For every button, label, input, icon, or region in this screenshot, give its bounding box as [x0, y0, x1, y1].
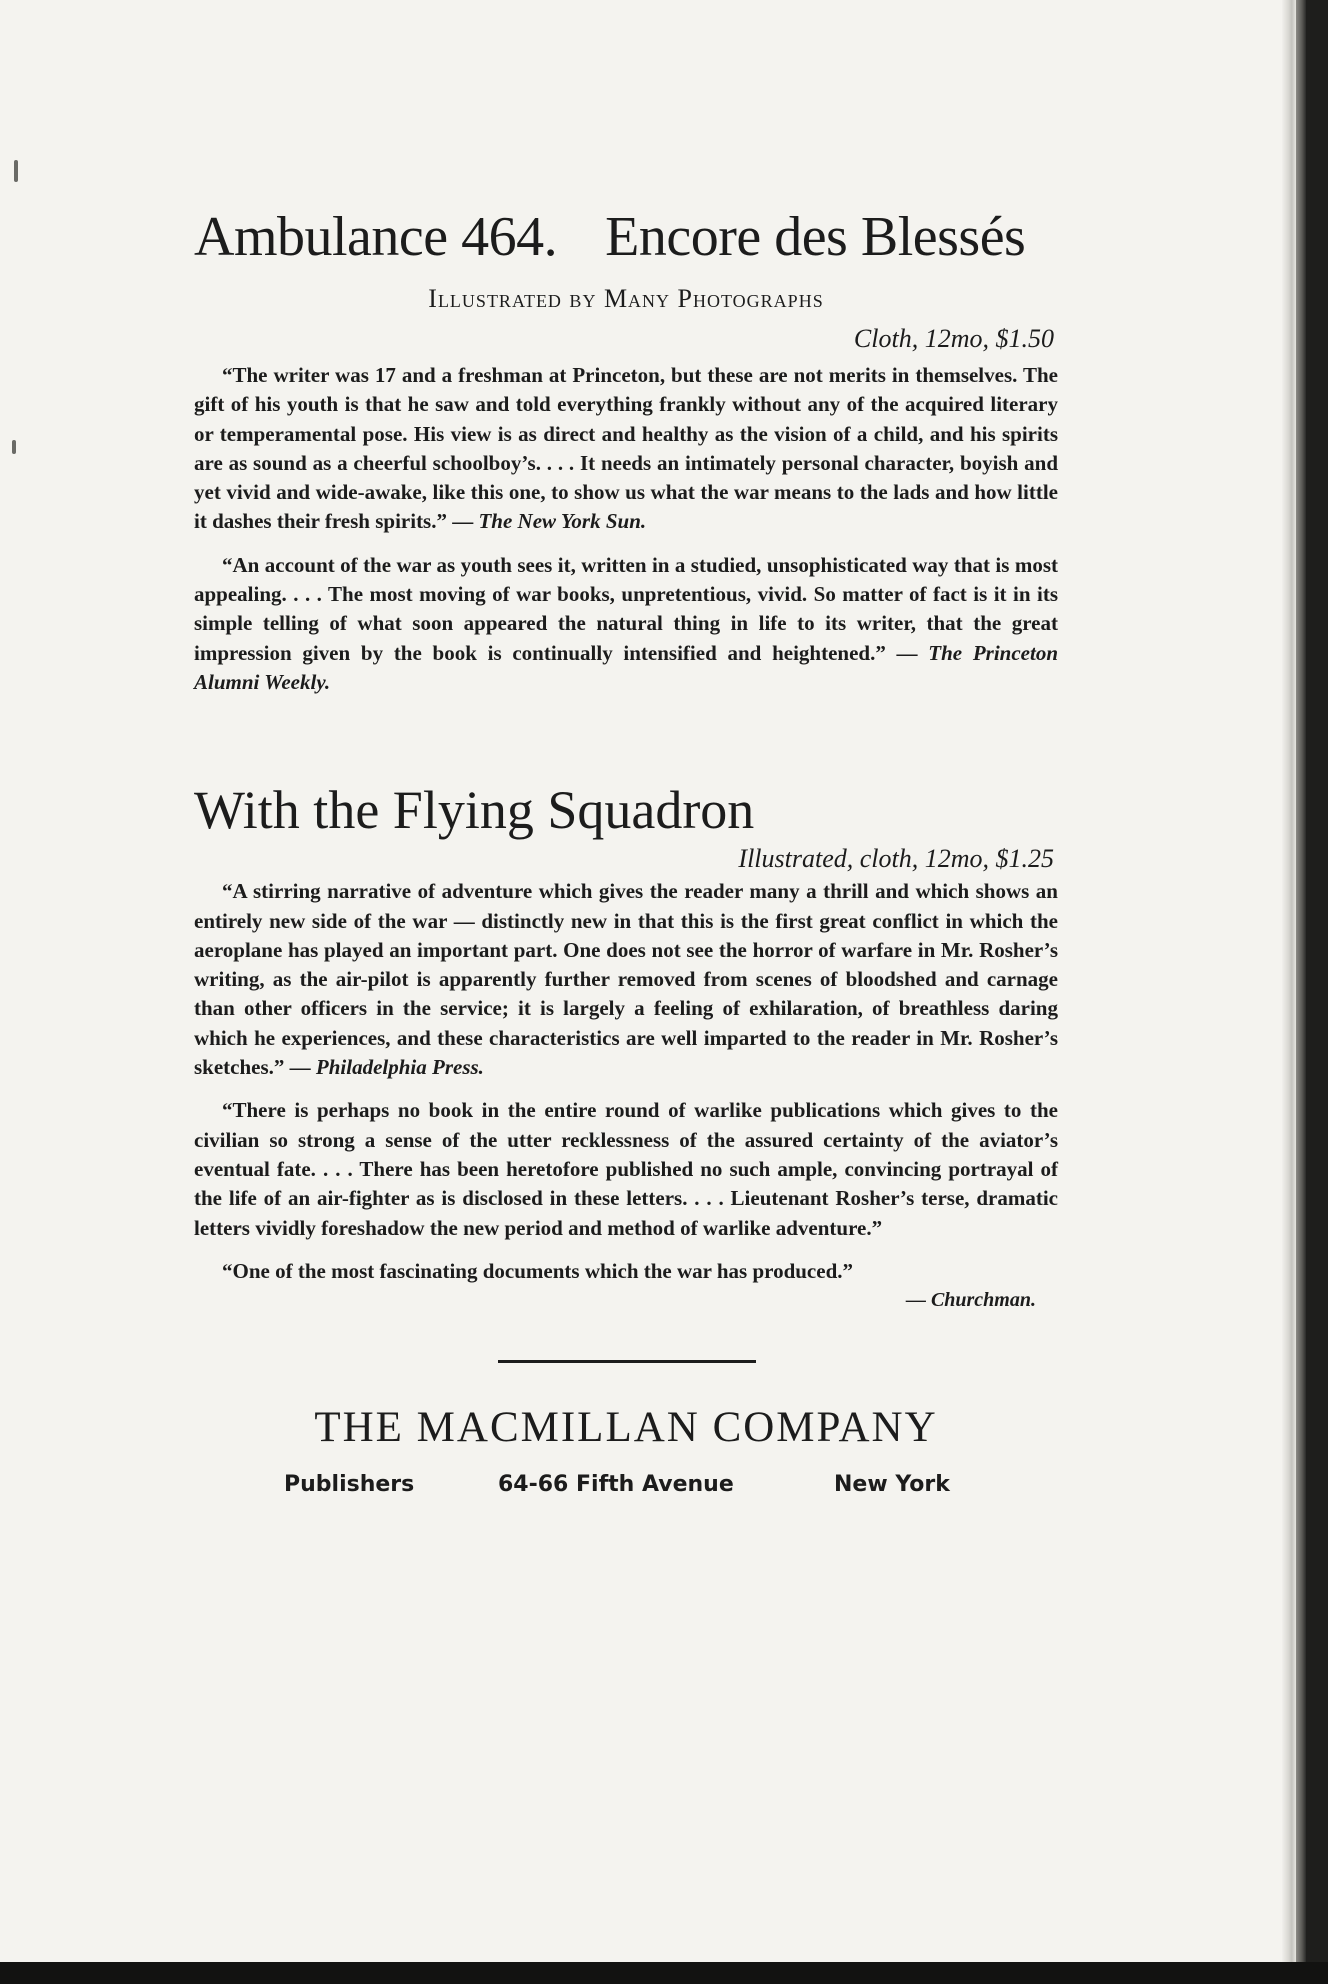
review-quote — [194, 877, 1058, 1082]
publisher-address: 64-66 Fifth Avenue — [498, 1472, 734, 1498]
book-price: Illustrated, cloth, 12mo, $1.25 — [738, 844, 1054, 874]
page-binding-edge — [1296, 0, 1306, 1962]
review-attribution: The Princeton Alumni Weekly. — [194, 640, 1059, 694]
book-title: With the Flying Squadron — [194, 780, 755, 841]
book-title-main: Ambulance 464. — [194, 206, 558, 268]
review-text: “The writer was 17 and a freshman at Princeton, but these are not merits in themselves. The gift of his youth is that he saw and told everything frankly without any of the acquired literary or temperamental pose. His view is as direct and healthy as the vision of a child, and his spirits are as sound as a cheerful schoolboy’s. . . . It needs an intimately personal character, boyish and yet vivid and wide-awake, like this one, to show us what the war means to the lads and how little it dashes their fresh spirits.” — — [194, 363, 1058, 534]
publisher-role: Publishers — [284, 1472, 415, 1498]
margin-speck — [14, 160, 18, 182]
review-quote — [194, 551, 1058, 697]
review-text: “A stirring narrative of adventure which gives the reader many a thrill and which shows an entirely new side of the war — distinctly new in that this is the first great conflict in which the aeroplane has played an important part. One does not see the horror of warfare in Mr. Rosher’s writing, as the air-pilot is apparently further removed from scenes of bloodshed and carnage than other officers in the service; it is largely a feeling of exhilaration, of breathless daring which he experiences, and these characteristics are well imparted to the reader in Mr. Rosher’s sketches.” — — [194, 879, 1058, 1080]
review-attribution: — Churchman. — [905, 1289, 1036, 1312]
review-text: “One of the most fascinating documents which the war has produced.” — [222, 1258, 854, 1283]
book-subhead: Illustrated by Many Photographs — [428, 284, 824, 313]
book-price: Cloth, 12mo, $1.50 — [853, 324, 1054, 353]
book-ambulance-section — [194, 205, 1058, 697]
review-quote — [194, 1257, 1058, 1286]
book-title — [194, 205, 1058, 269]
review-attribution: The New York Sun. — [478, 509, 647, 534]
review-text: “An account of the war as youth sees it, written in a studied, unsophisticated way that is most appealing. . . . The most moving of war books, unpretentious, vivid. So matter of fact is it in its simple telling of what soon appeared the natural thing in life to its writer, that the great impression given by the book is continually intensified and heightened.” — — [194, 552, 1058, 665]
scan-bottom-border — [0, 1962, 1328, 1984]
margin-speck — [12, 440, 16, 454]
review-attribution: Philadelphia Press. — [315, 1055, 484, 1080]
publisher-city: New York — [834, 1472, 950, 1498]
review-text: “There is perhaps no book in the entire round of warlike publications which gives to the civilian so strong a sense of the utter recklessness of the assured certainty of the aviator’s eventual fate. . . . There has been heretofore published no such ample, convincing portrayal of the life of an air-fighter as is disclosed in these letters. . . . Lieutenant Rosher’s terse, dramatic letters vividly foreshadow the new period and method of warlike adventure.” — [194, 1098, 1058, 1240]
divider-rule — [498, 1360, 756, 1363]
book-title-sub: Encore des Blessés — [605, 206, 1026, 268]
page-edge-shadow — [1282, 0, 1296, 1962]
page-content — [194, 205, 1058, 1499]
book-flying-squadron-section — [194, 779, 1058, 1314]
publisher-name: THE MACMILLAN COMPANY — [314, 1404, 938, 1452]
review-quote — [194, 361, 1058, 537]
publisher-details — [194, 1471, 1058, 1499]
review-quote — [194, 1096, 1058, 1242]
